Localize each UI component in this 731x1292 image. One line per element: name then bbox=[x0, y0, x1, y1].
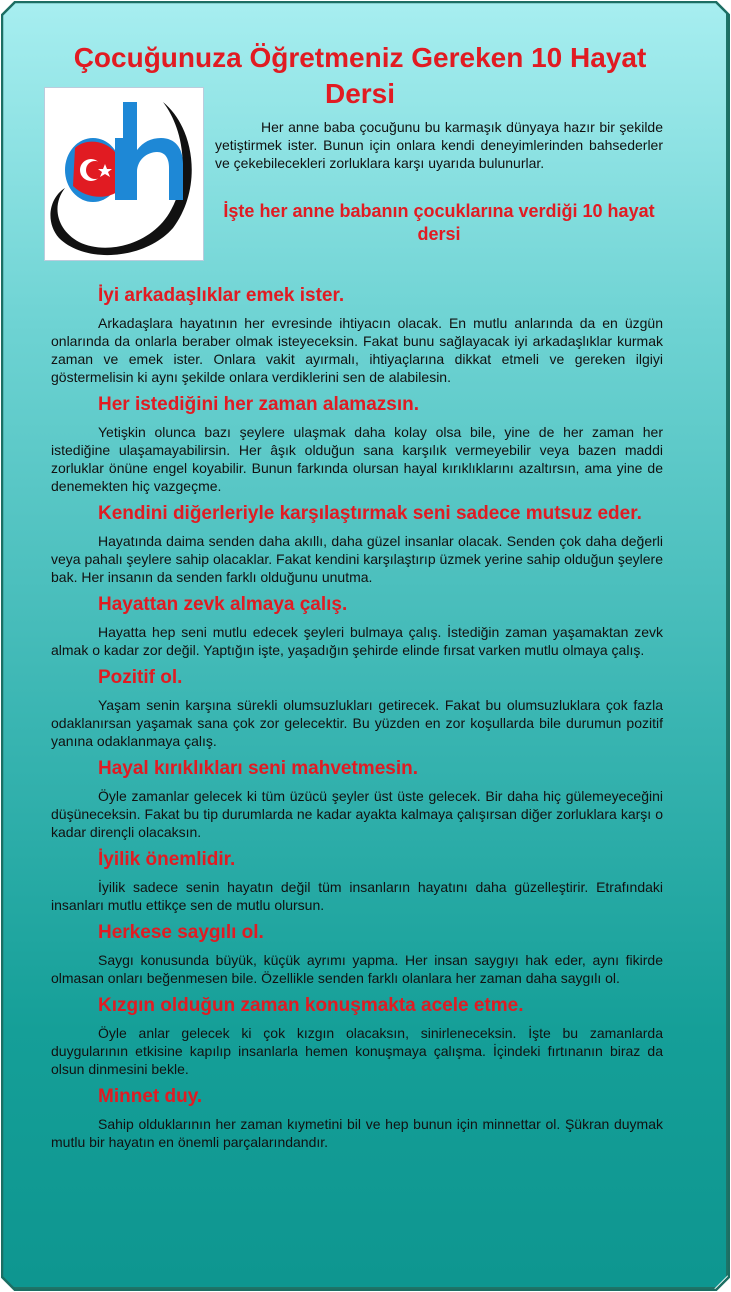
intro-heading: İşte her anne babanın çocuklarına verdiği 10 hayat dersi bbox=[223, 201, 655, 244]
lesson-body: Öyle zamanlar gelecek ki tüm üzücü şeyler üst üste gelecek. Bir daha hiç gülemeyeceğini düşüneceksin. Fakat bu tip durumlarda ne kadar ayakta kalmaya çalışırsan diğer zorluklara karşı o kadar dirençli olacaksın. bbox=[51, 788, 663, 840]
dh-logo-icon bbox=[45, 88, 203, 260]
lesson-title: Herkese saygılı ol. bbox=[98, 922, 264, 943]
intro-text: Her anne baba çocuğunu bu karmaşık dünyaya hazır bir şekilde yetiştirmek ister. Bunun için onlara kendi deneyimlerinden bahsederler ve çekebilecekleri zorluklara karşı uyarıda bulunurlar. bbox=[215, 119, 663, 171]
lesson-body: Yaşam senin karşına sürekli olumsuzlukları getirecek. Fakat bu olumsuzluklara çok fazla odaklanırsan yaşamak sana çok zor gelecektir. Bu yüzden en zor koşullarda bile durumun pozitif yanına odaklanmaya çalış. bbox=[51, 697, 663, 749]
lesson-title: Minnet duy. bbox=[98, 1086, 203, 1107]
lesson-body: Yetişkin olunca bazı şeylere ulaşmak daha kolay olsa bile, yine de her zaman her istediğine ulaşamayabilirsin. Her âşık olduğun sana karşılık vermeyebilir veya bazen maddi zorluklar önüne engel koyabilir. Bunun farkında olursan hayal kırıklıklarını azaltırsın, ama yine de denemekten hiç vazgeçme. bbox=[51, 424, 663, 494]
lesson-title: İyilik önemlidir. bbox=[98, 849, 236, 870]
lesson-body: Arkadaşlara hayatının her evresinde ihtiyacın olacak. En mutlu anlarında da en üzgün onlarında da onlarla beraber olmak isteyeceksin. Fakat bunu sağlayacak iyi arkadaşlıklar kurmak zaman ve emek ister. Onlara vakit ayırmalı, ihtiyaçlarına dikkat etmeli ve gereken ilgiyi göstermelisin ki aynı şekilde onlara verdiklerini sen de alabilesin. bbox=[51, 315, 663, 385]
lesson-body: İyilik sadece senin hayatın değil tüm insanların hayatını daha güzelleştirir. Etrafındaki insanları mutlu ettikçe sen de mutlu olursun. bbox=[51, 879, 663, 913]
lesson-title: Her istediğini her zaman alamazsın. bbox=[98, 394, 419, 415]
lesson-title: Kendini diğerleriyle karşılaştırmak seni sadece mutsuz eder. bbox=[98, 503, 642, 524]
lesson-title: Kızgın olduğun zaman konuşmakta acele etme. bbox=[98, 995, 524, 1016]
lesson-body: Hayatında daima senden daha akıllı, daha güzel insanlar olacak. Senden çok daha değerli veya pahalı şeylere sahip olacaklar. Fakat kendini karşılaştırıp üzmek yerine sahip olduğun şeylere bak. Her insanın da senden farklı olduğunu unutma. bbox=[51, 533, 663, 585]
lesson-title: Hayal kırıklıkları seni mahvetmesin. bbox=[98, 758, 419, 779]
lesson-title: İyi arkadaşlıklar emek ister. bbox=[98, 285, 345, 306]
lesson-body: Saygı konusunda büyük, küçük ayrımı yapma. Her insan saygıyı hak eder, aynı fikirde olmasan onları beğenmesen bile. Özellikle senden farklı olanlara her zaman daha saygılı ol. bbox=[51, 952, 663, 986]
page-title: Çocuğunuza Öğretmeniz Gereken 10 Hayat Dersi bbox=[73, 42, 647, 109]
dh-logo bbox=[44, 87, 204, 261]
lesson-body: Sahip olduklarının her zaman kıymetini bil ve hep bunun için minnettar ol. Şükran duymak mutlu bir hayatın en önemli parçalarındandır. bbox=[51, 1116, 663, 1150]
lesson-title: Hayattan zevk almaya çalış. bbox=[98, 594, 348, 615]
lesson-body: Öyle anlar gelecek ki çok kızgın olacaksın, sinirleneceksin. İşte bu zamanlarda duygularının etkisine kapılıp insanlarla hemen konuşmaya çalışma. İçindeki fırtınanın biraz da olsun dinmesini bekle. bbox=[51, 1025, 663, 1077]
lesson-body: Hayatta hep seni mutlu edecek şeyleri bulmaya çalış. İstediğin zaman yaşamaktan zevk almak o kadar zor değil. Yaptığın işte, yaşadığın şehirde elinde fırsat varken mutlu olmaya çalış. bbox=[51, 624, 663, 658]
lesson-title: Pozitif ol. bbox=[98, 667, 183, 688]
lessons-list bbox=[51, 283, 663, 1157]
